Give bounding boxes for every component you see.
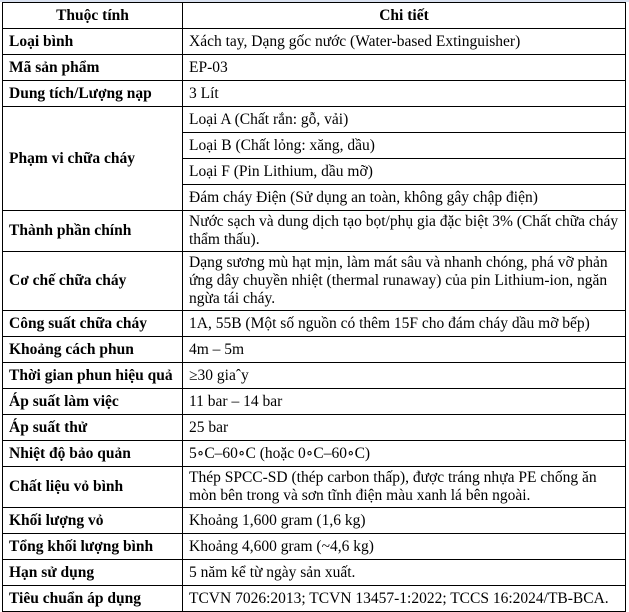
row-label: Áp suất thử bbox=[3, 415, 183, 441]
row-label: Khoảng cách phun bbox=[3, 337, 183, 363]
row-label: Thời gian phun hiệu quả bbox=[3, 363, 183, 389]
table-row bbox=[3, 29, 626, 55]
row-label: Hạn sử dụng bbox=[3, 560, 183, 586]
row-value: 11 bar – 14 bar bbox=[183, 389, 626, 415]
row-value: Dạng sương mù hạt mịn, làm mát sâu và nhanh chóng, phá vỡ phản ứng dây chuyền nhiệt (thermal runaway) của pin Lithium-ion, ngăn ngừa tái cháy. bbox=[183, 252, 626, 311]
row-value: Loại B (Chất lỏng: xăng, dầu) bbox=[183, 133, 626, 159]
table-row bbox=[3, 389, 626, 415]
table-row bbox=[3, 586, 626, 612]
row-value: Thép SPCC-SD (thép carbon thấp), được tráng nhựa PE chống ăn mòn bên trong và sơn tĩnh điện màu xanh lá bên ngoài. bbox=[183, 467, 626, 508]
row-label: Khối lượng vỏ bbox=[3, 508, 183, 534]
row-label: Chất liệu vỏ bình bbox=[3, 467, 183, 508]
table-row bbox=[3, 441, 626, 467]
row-value: 1A, 55B (Một số nguồn có thêm 15F cho đám cháy dầu mỡ bếp) bbox=[183, 311, 626, 337]
row-label: Nhiệt độ bảo quản bbox=[3, 441, 183, 467]
table-row bbox=[3, 107, 626, 133]
row-value: 5∘C–60∘C (hoặc 0∘C–60∘C) bbox=[183, 441, 626, 467]
table-row bbox=[3, 363, 626, 389]
table-row bbox=[3, 211, 626, 252]
table-row bbox=[3, 337, 626, 363]
row-label: Loại bình bbox=[3, 29, 183, 55]
row-value: Đám cháy Điện (Sử dụng an toàn, không gây chập điện) bbox=[183, 185, 626, 211]
table-row bbox=[3, 55, 626, 81]
row-value: Khoảng 4,600 gram (~4,6 kg) bbox=[183, 534, 626, 560]
spec-table-body bbox=[3, 29, 626, 612]
row-value: 4m – 5m bbox=[183, 337, 626, 363]
row-value: 25 bar bbox=[183, 415, 626, 441]
table-row bbox=[3, 467, 626, 508]
table-row bbox=[3, 534, 626, 560]
column-header-property: Thuộc tính bbox=[3, 3, 183, 29]
row-value: Nước sạch và dung dịch tạo bọt/phụ gia đặc biệt 3% (Chất chữa cháy thẩm thấu). bbox=[183, 211, 626, 252]
row-label: Cơ chế chữa cháy bbox=[3, 252, 183, 311]
row-value: 3 Lít bbox=[183, 81, 626, 107]
row-label: Thành phần chính bbox=[3, 211, 183, 252]
table-header-row bbox=[3, 3, 626, 29]
row-label: Phạm vi chữa cháy bbox=[3, 107, 183, 211]
column-header-detail: Chi tiết bbox=[183, 3, 626, 29]
row-label: Tiêu chuẩn áp dụng bbox=[3, 586, 183, 612]
row-value: EP-03 bbox=[183, 55, 626, 81]
row-value: ≥30 giaˆy bbox=[183, 363, 626, 389]
row-label: Tổng khối lượng bình bbox=[3, 534, 183, 560]
table-row bbox=[3, 508, 626, 534]
spec-table bbox=[2, 2, 626, 612]
row-label: Dung tích/Lượng nạp bbox=[3, 81, 183, 107]
table-row bbox=[3, 81, 626, 107]
table-row bbox=[3, 560, 626, 586]
row-value: 5 năm kể từ ngày sản xuất. bbox=[183, 560, 626, 586]
row-value: Khoảng 1,600 gram (1,6 kg) bbox=[183, 508, 626, 534]
row-value: Loại A (Chất rắn: gỗ, vải) bbox=[183, 107, 626, 133]
table-row bbox=[3, 415, 626, 441]
row-value: Loại F (Pin Lithium, dầu mỡ) bbox=[183, 159, 626, 185]
row-value: Xách tay, Dạng gốc nước (Water-based Extinguisher) bbox=[183, 29, 626, 55]
row-value: TCVN 7026:2013; TCVN 13457-1:2022; TCCS 16:2024/TB-BCA. bbox=[183, 586, 626, 612]
row-label: Công suất chữa cháy bbox=[3, 311, 183, 337]
table-row bbox=[3, 311, 626, 337]
table-row bbox=[3, 252, 626, 311]
row-label: Áp suất làm việc bbox=[3, 389, 183, 415]
row-label: Mã sản phẩm bbox=[3, 55, 183, 81]
